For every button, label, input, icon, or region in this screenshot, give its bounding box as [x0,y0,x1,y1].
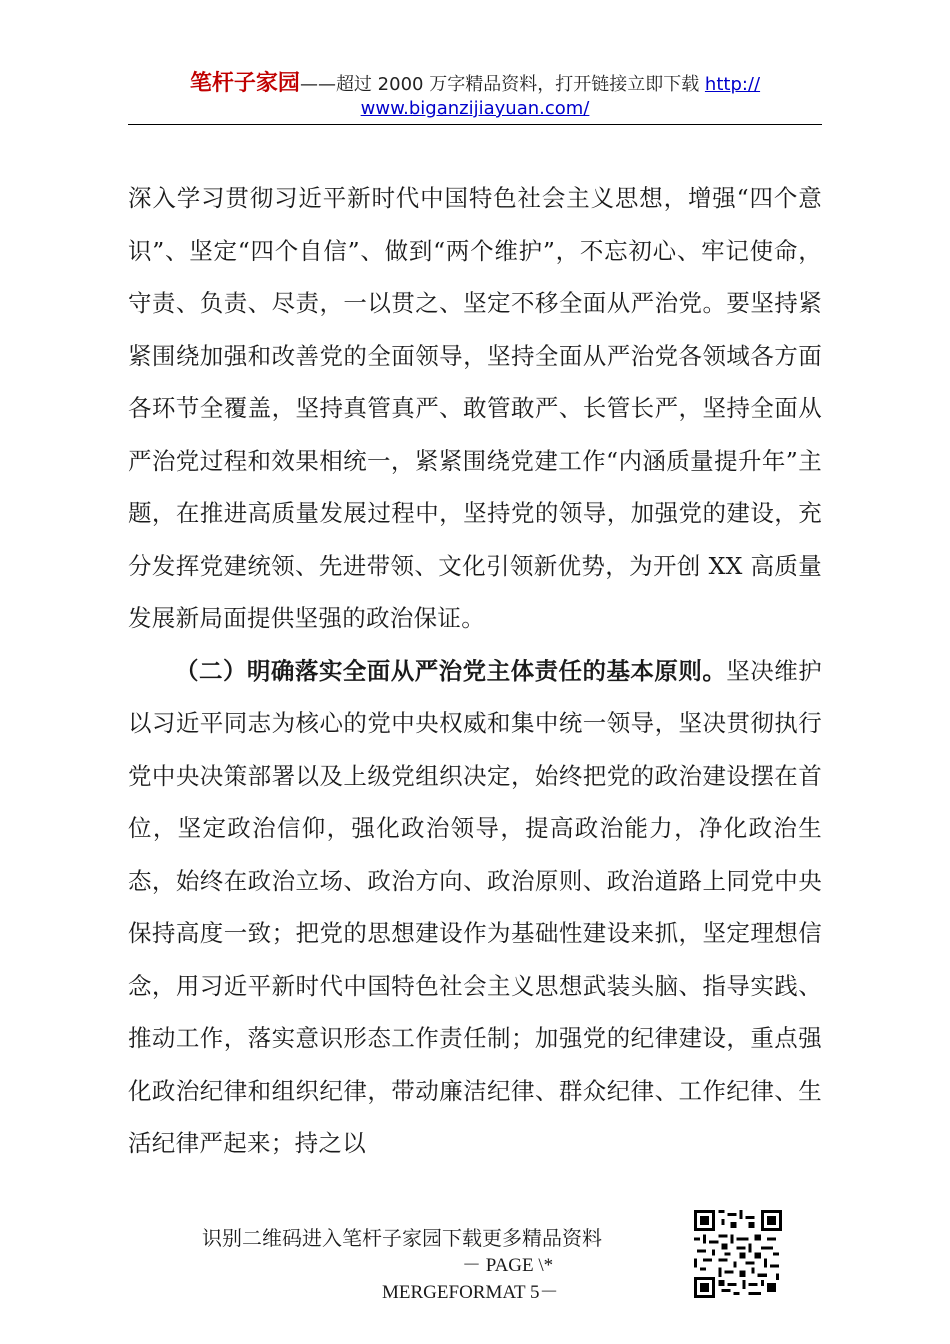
page-field-line-2: MERGEFORMAT 5－ [382,1282,559,1303]
document-body [128,172,822,1170]
website-link-part1[interactable]: http:// [704,74,761,95]
website-link-part2[interactable]: www.biganzijiayuan.com/ [360,98,590,119]
footer-note: 识别二维码进入笔杆子家园下载更多精品资料 [202,1226,602,1250]
page-header [128,72,822,121]
brand-name: 笔杆子家园 [189,71,300,96]
header-tagline: ——超过 2000 万字精品资料，打开链接立即下载 [299,74,705,95]
paragraph-2 [128,645,822,1170]
header-divider [128,124,822,125]
paragraph-1: 深入学习贯彻习近平新时代中国特色社会主义思想，增强“四个意识”、坚定“四个自信”、做到“两个维护”，不忘初心、牢记使命，守责、负责、尽责，一以贯之、坚定不移全面从严治党。要坚持紧紧围绕加强和改善党的全面领导，坚持全面从严治党各领域各方面各环节全覆盖，坚持真管真严、敢管敢严、长管长严，坚持全面从严治党过程和效果相统一，紧紧围绕党建工作“内涵质量提升年”主题，在推进高质量发展过程中，坚持党的领导，加强党的建设，充分发挥党建统领、先进带领、文化引领新优势，为开创 XX 高质量发展新局面提供坚强的政治保证。 [128,184,822,632]
section-heading: （二）明确落实全面从严治党主体责任的基本原则。 [175,656,727,685]
paragraph-2-text: 坚决维护以习近平同志为核心的党中央权威和集中统一领导，坚决贯彻执行党中央决策部署以及上级党组织决定，始终把党的政治建设摆在首位，坚定政治信仰，强化政治领导，提高政治能力，净化政治生态，始终在政治立场、政治方向、政治原则、政治道路上同党中央保持高度一致；把党的思想建设作为基础性建设来抓，坚定理想信念，用习近平新时代中国特色社会主义思想武装头脑、指导实践、推动工作，落实意识形态工作责任制；加强党的纪律建设，重点强化政治纪律和组织纪律，带动廉洁纪律、群众纪律、工作纪律、生活纪律严起来；持之以 [128,656,823,1157]
qr-code-icon[interactable] [694,1210,782,1298]
page-field-line-1: － PAGE \* [462,1255,554,1276]
